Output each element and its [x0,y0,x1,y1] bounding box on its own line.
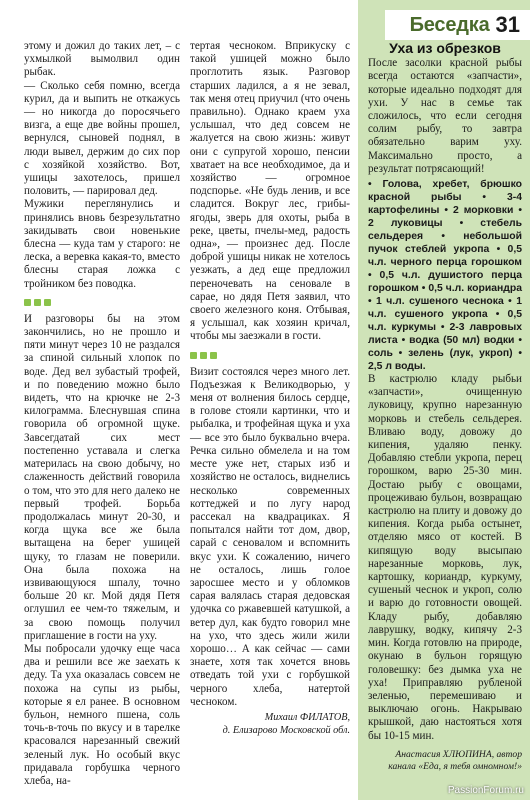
separator-square-icon [200,352,207,359]
recipe-box [368,42,522,773]
recipe-method: В кастрюлю кладу рыбьи «запчасти», очищенную луковицу, крупно нарезанную морковь и стебель сельдерея. Вливаю воду, довожу до кипения, удаляю пенку. Добавляю стебли укропа, перец горошком, варю 25-30 мин. Достаю рыбу с овощами, процеживаю бульон, возвращаю кастрюлю на плиту и довожу до кипения. Когда рыба остынет, отделяю мясо от костей. В кипящую воду высыпаю нарезанные морковь, лук, картошку, кориандр, куркуму, сушеный чеснок и укроп, солю и варю до готовности овощей. Кладу рыбу, добавляю лаврушку, водку, кипячу 2-3 мин. Когда готовлю на природе, окунаю в бульон горящую головешку: без дымка уха не уха! Приправляю рубленой зеленью, перемешиваю и выключаю огонь. Накрываю крышкой, даю настояться хотя бы 10-15 мин. [368,373,522,742]
paragraph: Мы побросали удочку еще часа два и решили все же заехать к деду. Та уха оказалась совсем не похожа на супы из рыбы, которые я ел ранее. В основном бульон, немного пшена, соль точь-в-точь по вкусу и в тарелке красовался нарезанный свежий зеленый лук. Но особый вкус придавала горбушка черного хлеба, на- [24,642,180,787]
author-name: Михаил ФИЛАТОВ, [264,711,350,723]
recipe-ingredients: • Голова, хребет, брюшко красной рыбы • 3-4 картофелины • 2 морковки • 2 луковицы • стебель сельдерея • небольшой пучок стеблей укропа • 0,5 ч.л. черного перца горошком • 0,5 ч.л. душистого перца горошком • 0,5 ч.л. кориандра • 1 ч.л. сушеного чеснока • 1 ч.л. сушеного укропа • 0,5 ч.л. куркумы • 2-3 лавровых листа • водка (50 мл) водки • соль • зелень (лук, укроп) • 2,5 л воды. [368,179,522,373]
rubric-title: Беседка [409,13,490,36]
recipe-author-channel: канала «Еда, я тебя омномном!» [388,760,522,772]
article-column-2 [190,40,350,737]
paragraph: этому и дожил до таких лет, – с ухмылкой вымолвил один рыбак. [24,40,180,79]
page-header [385,10,530,40]
page-number: 31 [495,12,520,37]
article-signature [190,711,350,737]
separator-square-icon [190,352,197,359]
recipe-title: Уха из обрезков [389,40,501,56]
author-place: д. Елизарово Московской обл. [222,724,350,736]
recipe-intro: После засолки красной рыбы всегда остаются «запчасти», которые идеально подходят для ухи. У нас в семье так сложилось, что если сегодня солим рыбу, то завтра обязательно варим уху. Максимально просто, а результат потрясающий! [368,57,522,175]
watermark: PassionForum.ru [447,785,524,796]
paragraph: Визит состоялся через много лет. Подъезжая к Великодворью, у меня от волнения билось сердце, в голове стояли картинки, что и рыбалка, и трофейная щука и уха — все это было буквально вчера. Речка сильно обмелела и на том месте уже нет, старых изб и хозяйство не осталось, виднелись несколько современных коттеджей и по лугу народ рассекал на квадрациках. Я попытался найти тот дом, двор, сарай с сеновалом и вспомнить вкус ухи. К сожалению, ничего не осталось, лишь голое заросшее место и у обломков сарая валялась старая дедовская удочка со ржавевшей катушкой, а ветер дул, как будто говорил мне на ухо, что здесь жили жили хорошо… А как сейчас — сами знаете, хотя так хочется вновь отведать той ухи с горбушкой черного хлеба, натертой чесноком. [190,365,350,708]
separator-square-icon [34,299,41,306]
paragraph: — Сколько себя помню, всегда курил, да и выпить не откажусь — но никогда до поросячьего визга, а еще две войны прошел, вернулся, сыновей поднял, в люди вывел, держим до сих пор с хозяйкой хозяйство. Вот, ушицы захотелось, пришел половить, — парировал дед. [24,79,180,198]
recipe-author-name: Анастасия ХЛЮПИНА, автор [395,748,522,760]
separator-square-icon [44,299,51,306]
section-separator [24,299,180,306]
paragraph: И разговоры бы на этом закончились, но не прошло и пяти минут через 10 не раздался за спиной сильный хлопок по воде. Дед вел зубастый трофей, и по поведению можно было видеть, что на крючке не 2-3 килограмма. Блеснувшая спина говорила об огромной щуке. Завсегдатай сих мест постепенно уставала и слегка материлась на свою добычу, но слаженность действий говорила о том, что это для него далеко не первый трофей. Борьба продолжалась минут 20-30, и когда щука все же была вытащена на берег ушицей щуку, то глазам не поверили. Она была похожа на извивающуюся шпалу, точно больше 20 кг. Мой дядя Петя оглушил ее чем-то тяжелым, и за свою помощь получил приглашение в гости на уху. [24,312,180,642]
separator-square-icon [210,352,217,359]
section-separator [190,352,350,359]
paragraph: Мужики переглянулись и принялись вновь безрезультатно закидывать свои новенькие блесна — куда там у старого: не леска, а веревка какая-то, вместо блесны старая ложка с тройником без поводка. [24,198,180,290]
recipe-author [368,749,522,773]
paragraph: тертая чесноком. Вприкуску с такой ушицей можно было проглотить язык. Разговор старших ладился, а я не зевал, так меня отец приучил (что очень правильно). Однако краем уха услышал, что дед совсем не жалуется на свою жизнь: живут они с супругой хорошо, пенсии хватает на все необходимое, да и хозяйство — огромное подспорье. «Не будь ленив, и все сладится. Вокруг лес, грибы-ягоды, зверь для охоты, рыба в реке, цветы, пчелы-мед, радость одна», — произнес дед. После доброй ушицы никак не хотелось уезжать, а дед еще предложил переночевать на сеновале в сарае, но дядя Петя заявил, что своего железного коня. Отбывая, я услышал, как хозяин кричал, чтобы мы заезжали в гости. [190,40,350,343]
separator-square-icon [24,299,31,306]
article-column-1 [24,40,180,788]
